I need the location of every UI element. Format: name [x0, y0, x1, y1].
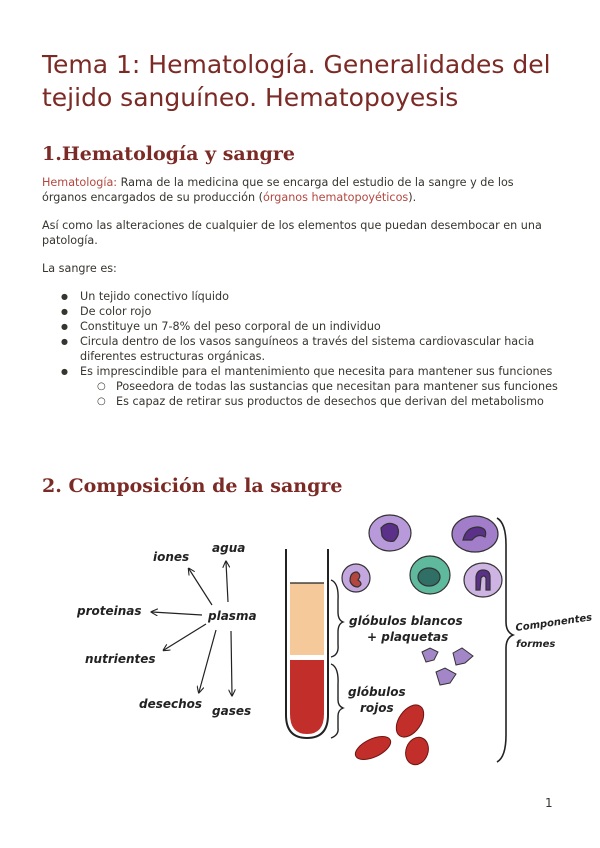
label-componentes: Componentes	[514, 612, 593, 634]
page-title: Tema 1: Hematología. Generalidades del tejido sanguíneo. Hematopoyesis	[42, 50, 551, 112]
label-rojos: rojos	[360, 701, 394, 715]
label-plaquetas: + plaquetas	[367, 630, 449, 644]
label-desechos: desechos	[139, 697, 203, 711]
sub-list-item: ○ Es capaz de retirar sus productos de desechos que derivan del metabolismo	[80, 394, 562, 409]
sub-list-item: ○ Poseedora de todas las sustancias que necesitan para mantener sus funciones	[80, 379, 562, 394]
platelets	[422, 648, 473, 685]
section-2-heading: 2. Composición de la sangre	[42, 475, 343, 497]
list-item: ● Circula dentro de los vasos sanguíneos a través del sistema cardiovascular hacia diferentes estructuras orgánicas.	[42, 334, 562, 364]
red-cell	[352, 732, 394, 764]
list-item: ● Constituye un 7-8% del peso corporal de un individuo	[42, 319, 562, 334]
hematopoietic-organs-link[interactable]: órganos hematopoyéticos	[262, 191, 409, 204]
platelet	[453, 648, 473, 665]
nucleus	[381, 523, 398, 541]
red-cell	[391, 700, 430, 742]
arrow-agua	[226, 562, 228, 602]
nucleus	[418, 568, 440, 586]
arrow-desechos	[199, 630, 216, 692]
plasma-arrows	[152, 562, 232, 695]
definition-text-end: ).	[408, 191, 417, 204]
label-nutrientes: nutrientes	[85, 652, 156, 666]
red-cell	[402, 734, 432, 768]
blood-is-paragraph: La sangre es:	[42, 262, 117, 275]
formed-components-brace	[497, 518, 513, 762]
blood-cells-layer	[290, 660, 324, 734]
label-proteinas: proteinas	[77, 604, 142, 618]
label-globulos-blancos: glóbulos blancos	[349, 614, 463, 628]
section-1-heading: 1.Hematología y sangre	[42, 143, 295, 165]
label-plasma: plasma	[208, 609, 257, 623]
definition-text: Rama de la medicina que se encarga del estudio de la sangre y de los órganos encargados de su producción (	[42, 176, 514, 204]
white-blood-cells	[342, 515, 502, 597]
label-agua: agua	[212, 541, 246, 555]
arrow-gases	[231, 631, 232, 695]
plasma-layer	[290, 583, 324, 655]
platelet	[422, 648, 438, 662]
page-number: 1	[545, 796, 553, 810]
platelet	[436, 668, 456, 685]
label-globulos: glóbulos	[348, 685, 406, 699]
definition-term: Hematología:	[42, 176, 118, 189]
arrow-nutrientes	[164, 624, 206, 650]
white-cell	[464, 563, 502, 597]
list-item: ● Un tejido conectivo líquido	[42, 289, 562, 304]
plasma-brace	[331, 580, 343, 657]
list-item: ● De color rojo	[42, 304, 562, 319]
label-iones: iones	[153, 550, 190, 564]
label-formes: formes	[516, 639, 556, 650]
list-item-text: Es imprescindible para el mantenimiento que necesita para mantener sus funciones	[80, 365, 553, 378]
arrow-iones	[189, 569, 212, 605]
alterations-paragraph: Así como las alteraciones de cualquier de los elementos que puedan desembocar en una patología.	[42, 219, 542, 247]
arrow-proteinas	[152, 612, 202, 615]
test-tube	[286, 549, 328, 738]
label-gases: gases	[212, 704, 252, 718]
red-cells-brace	[331, 664, 343, 738]
